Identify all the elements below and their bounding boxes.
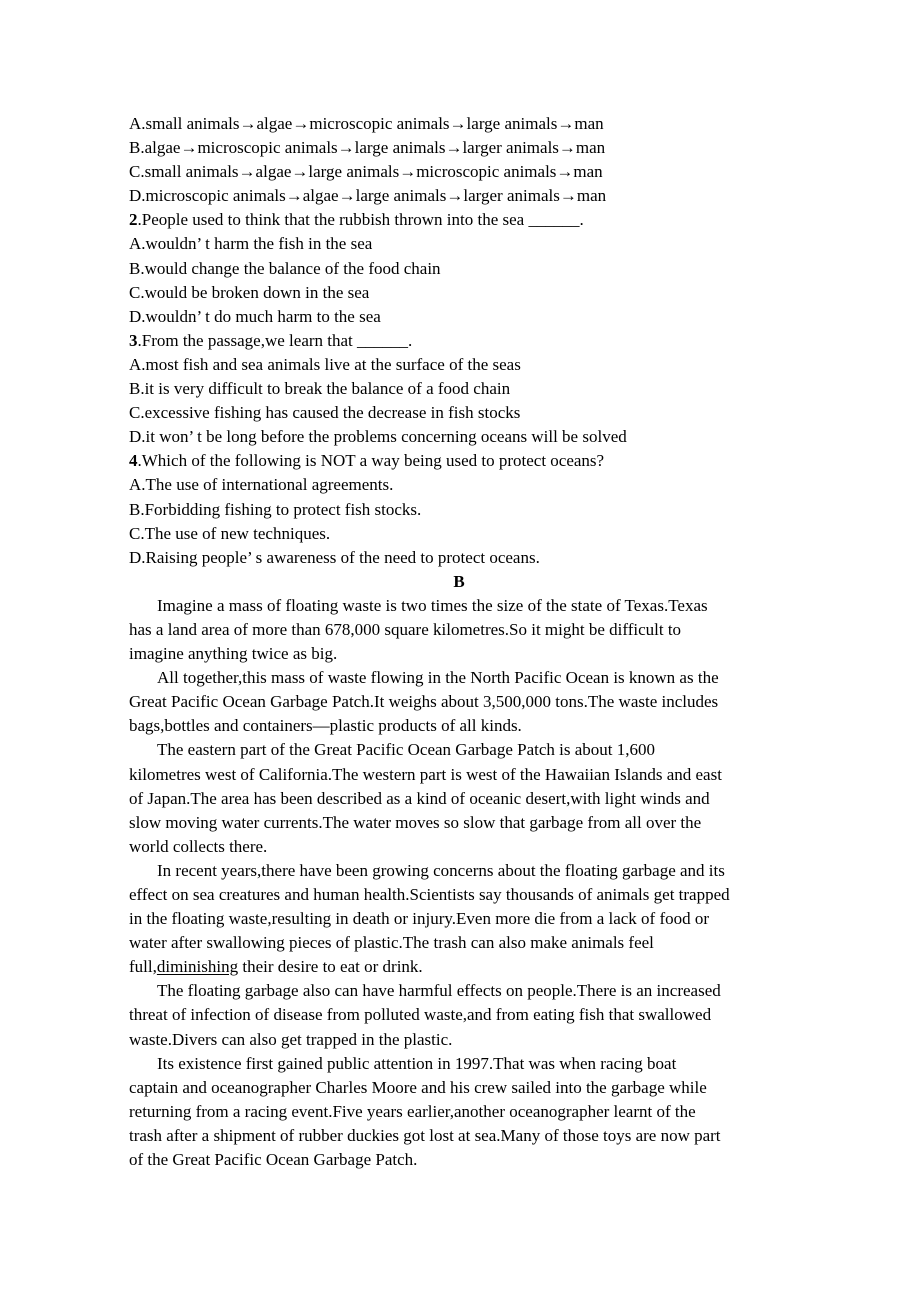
q3-option-b: B.it is very difficult to break the balance of a food chain (129, 379, 511, 399)
passage-line: The eastern part of the Great Pacific Ocean Garbage Patch is about 1,600 (157, 740, 655, 760)
q4-option-a: A.The use of international agreements. (129, 475, 394, 495)
q1-option-b: B.algae→microscopic animals→large animals→larger animals→man (129, 138, 606, 158)
q4-number: 4 (129, 451, 138, 471)
passage-line: captain and oceanographer Charles Moore and his crew sailed into the garbage while (129, 1077, 707, 1097)
passage-line: in the floating waste,resulting in death or injury.Even more die from a lack of food or (129, 909, 710, 929)
passage-line: effect on sea creatures and human health.Scientists say thousands of animals get trapped (129, 885, 730, 904)
q3-option-a: A.most fish and sea animals live at the surface of the seas (129, 354, 521, 374)
passage-line: waste.Divers can also get trapped in the plastic. (129, 1029, 453, 1049)
passage-line: All together,this mass of waste flowing in the North Pacific Ocean is known as the (157, 668, 719, 688)
passage-line: threat of infection of disease from polluted waste,and from eating fish that swallowed (129, 1005, 712, 1025)
passage-line: Imagine a mass of floating waste is two times the size of the state of Texas.Texas (157, 595, 708, 615)
q4-option-d: D.Raising people’ s awareness of the need to protect oceans. (129, 547, 540, 567)
underlined-word: diminishing (156, 957, 239, 977)
q3-option-d: D.it won’ t be long before the problems concerning oceans will be solved (129, 427, 627, 447)
passage-line: returning from a racing event.Five years earlier,another oceanographer learnt of the (129, 1101, 696, 1121)
q2-option-a: A.wouldn’ t harm the fish in the sea (129, 234, 373, 254)
q1-option-d: D.microscopic animals→algae→large animals→larger animals→man (129, 186, 607, 206)
passage-line: bags,bottles and containers—plastic products of all kinds. (129, 716, 522, 736)
q2-option-c: C.would be broken down in the sea (129, 282, 370, 302)
q1-option-c: C.small animals→algae→large animals→microscopic animals→man (129, 162, 603, 182)
passage-line: world collects there. (129, 836, 268, 856)
q2-option-d: D.wouldn’ t do much harm to the sea (129, 306, 381, 326)
passage-line: of the Great Pacific Ocean Garbage Patch. (129, 1150, 418, 1170)
q2-stem (129, 208, 789, 232)
q3-option-c: C.excessive fishing has caused the decrease in fish stocks (129, 403, 521, 423)
q2-option-b: B.would change the balance of the food chain (129, 258, 441, 278)
passage-line: Great Pacific Ocean Garbage Patch.It weighs about 3,500,000 tons.The waste includes (129, 692, 719, 712)
passage-text: full, (129, 957, 157, 977)
q2-stem-text: .People used to think that the rubbish thrown into the sea ______. (137, 210, 584, 230)
passage-line: has a land area of more than 678,000 square kilometres.So it might be difficult to (129, 619, 682, 639)
q2-number: 2 (129, 210, 138, 230)
section-b-heading: B (453, 571, 465, 591)
exam-page (129, 112, 789, 1172)
passage-line: of Japan.The area has been described as a kind of oceanic desert,with light winds and (129, 788, 710, 808)
q4-option-c: C.The use of new techniques. (129, 523, 331, 543)
passage-text: their desire to eat or drink. (238, 957, 423, 977)
passage-line: slow moving water currents.The water moves so slow that garbage from all over the (129, 812, 702, 832)
q3-number: 3 (129, 330, 138, 350)
passage-line: water after swallowing pieces of plastic.The trash can also make animals feel (129, 933, 654, 953)
q4-stem (129, 449, 789, 473)
q3-stem-text: .From the passage,we learn that ______. (137, 330, 413, 350)
q3-stem (129, 329, 789, 353)
q4-stem-text: .Which of the following is NOT a way being used to protect oceans? (137, 451, 605, 471)
passage-line (129, 955, 789, 979)
q4-option-b: B.Forbidding fishing to protect fish stocks. (129, 499, 422, 519)
passage-line: The floating garbage also can have harmful effects on people.There is an increased (157, 981, 721, 1001)
passage-line: Its existence first gained public attention in 1997.That was when racing boat (157, 1053, 677, 1073)
passage-line: imagine anything twice as big. (129, 644, 338, 664)
passage-line: trash after a shipment of rubber duckies got lost at sea.Many of those toys are now part (129, 1125, 721, 1145)
q1-option-a: A.small animals→algae→microscopic animals→large animals→man (129, 114, 604, 133)
passage-line: kilometres west of California.The western part is west of the Hawaiian Islands and east (129, 764, 722, 784)
passage-line: In recent years,there have been growing concerns about the floating garbage and its (157, 860, 725, 880)
